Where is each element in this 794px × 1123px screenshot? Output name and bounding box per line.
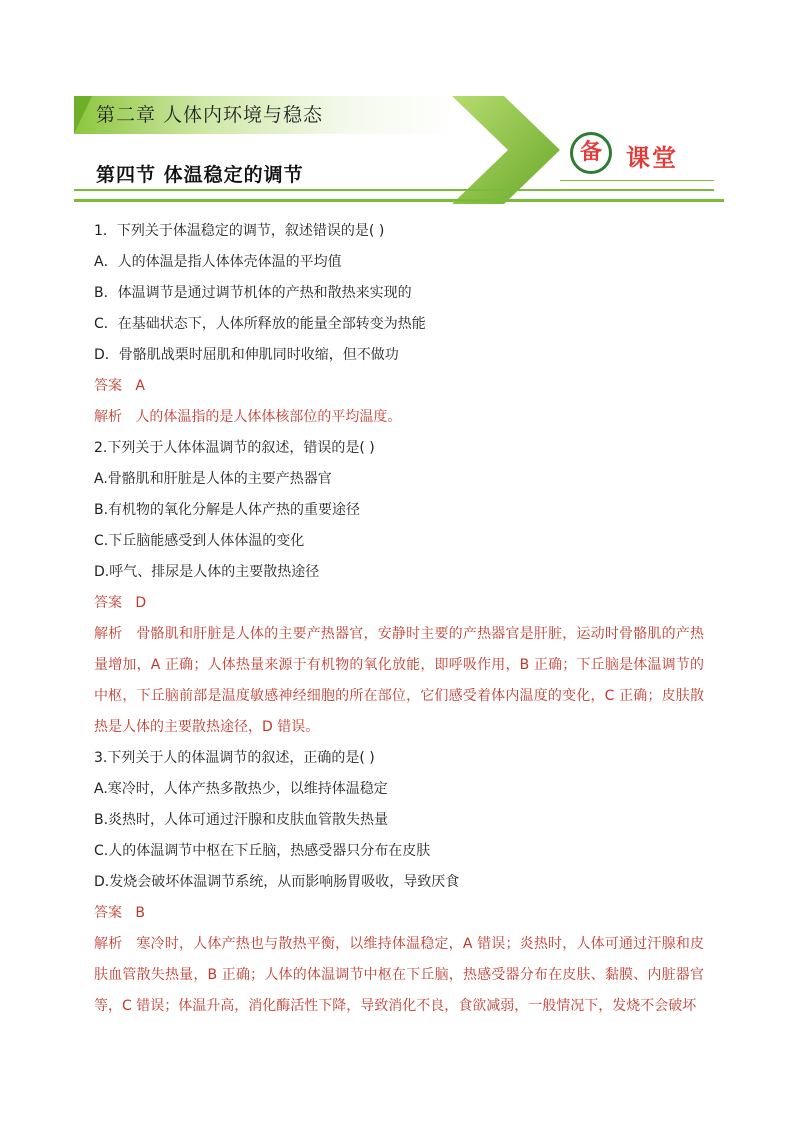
analysis-text: 骨骼肌和肝脏是人体的主要产热器官，安静时主要的产热器官是肝脏，运动时骨骼肌的产热量增加，A 正确；人体热量来源于有机物的氧化放能，即呼吸作用，B 正确；下丘脑是体温调节的中枢，下丘脑前部是温度敏感神经细胞的所在部位，它们感受着体内温度的变化，C 正确；皮肤散热是人体的主要散热途径，D 错误。 [94,626,705,735]
option-a: A.寒冷时，人体产热多散热少，以维持体温稳定 [94,781,388,797]
option-b: B.炎热时，人体可通过汗腺和皮肤血管散失热量 [94,812,389,828]
question-1 [94,216,704,433]
option-b: B.有机物的氧化分解是人体产热的重要途径 [94,502,361,518]
beikeitang-logo [570,130,720,180]
option-d: D．骨骼肌战栗时屈肌和伸肌同时收缩，但不做功 [94,347,399,363]
question-stem: 3.下列关于人的体温调节的叙述，正确的是( ) [94,750,375,766]
header-rule-top [74,189,714,191]
analysis-block [94,402,704,433]
option-a: A．人的体温是指人体体壳体温的平均值 [94,254,342,270]
answer-line [94,371,704,402]
answer-value: B [135,905,145,921]
chapter-title: 第二章 人体内环境与稳态 [96,104,324,126]
question-stem: 2.下列关于人体体温调节的叙述，错误的是( ) [94,440,375,456]
option-b: B．体温调节是通过调节机体的产热和散热来实现的 [94,285,412,301]
answer-label: 答案 [94,595,122,611]
answer-label: 答案 [94,905,122,921]
analysis-label: 解析 [94,409,122,425]
option-c: C.下丘脑能感受到人体体温的变化 [94,533,305,549]
answer-label: 答案 [94,378,122,394]
question-2 [94,433,704,743]
header-rule-bottom [74,199,724,202]
document-body [94,216,704,1022]
header-rule-thin [560,180,714,181]
option-c: C．在基础状态下，人体所释放的能量全部转变为热能 [94,316,426,332]
answer-value: A [135,378,145,394]
option-a: A.骨骼肌和肝脏是人体的主要产热器官 [94,471,332,487]
analysis-text: 寒冷时，人体产热也与散热平衡，以维持体温稳定，A 错误；炎热时，人体可通过汗腺和皮肤血管散失热量，B 正确；人体的体温调节中枢在下丘脑，热感受器分布在皮肤、黏膜、内脏器官等，C 错误；体温升高，消化酶活性下降，导致消化不良，食欲减弱，一般情况下，发烧不会破坏 [94,936,705,1014]
chevron-arrow-icon [452,96,572,204]
analysis-text: 人的体温指的是人体体核部位的平均温度。 [135,409,402,425]
option-d: D.发烧会破坏体温调节系统，从而影响肠胃吸收，导致厌食 [94,874,460,890]
analysis-block [94,619,704,743]
logo-text: 课堂 [626,144,678,172]
analysis-label: 解析 [94,936,123,952]
analysis-label: 解析 [94,626,123,642]
question-stem: 1．下列关于体温稳定的调节，叙述错误的是( ) [94,223,385,239]
section-title: 第四节 体温稳定的调节 [96,164,304,186]
analysis-block [94,929,704,1022]
page-header [0,0,794,210]
answer-value: D [135,595,147,611]
logo-badge: 备 [570,132,612,174]
option-c: C.人的体温调节中枢在下丘脑，热感受器只分布在皮肤 [94,843,431,859]
header-band-notch [74,96,92,134]
answer-line [94,898,704,929]
question-3 [94,743,704,1022]
option-d: D.呼气、排尿是人体的主要散热途径 [94,564,320,580]
answer-line [94,588,704,619]
